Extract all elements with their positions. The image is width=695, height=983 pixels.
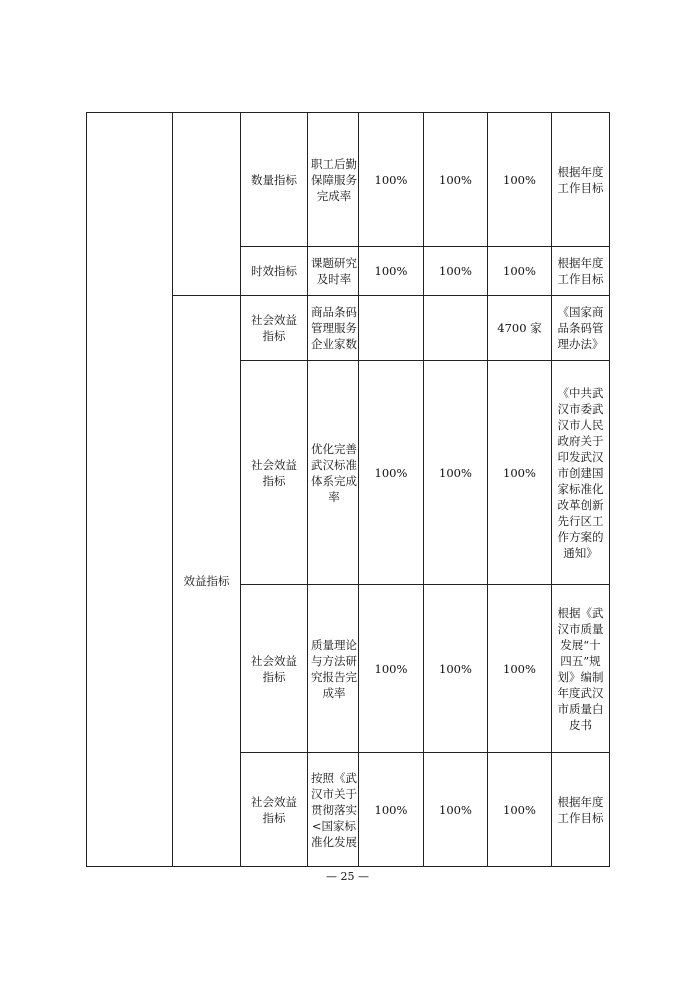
value-cell: 100%: [359, 361, 424, 585]
basis-cell: 根据《武汉市质量发展“十四五”规划》编制年度武汉市质量白皮书: [552, 585, 610, 753]
indicator-name: 商品条码管理服务企业家数: [308, 296, 359, 361]
indicator-name: 按照《武汉市关于贯彻落实<国家标准化发展: [308, 753, 359, 867]
value-cell: 4700 家: [488, 296, 552, 361]
value-cell: 100%: [359, 753, 424, 867]
empty-level1-cell: [87, 113, 173, 867]
indicator-name: 质量理论与方法研究报告完成率: [308, 585, 359, 753]
value-cell: 100%: [359, 247, 424, 296]
basis-cell: 根据年度工作目标: [552, 113, 610, 247]
indicator-name: 优化完善武汉标准体系完成率: [308, 361, 359, 585]
value-cell: [359, 296, 424, 361]
page-number: — 25 —: [326, 870, 369, 883]
value-cell: 100%: [488, 753, 552, 867]
indicator-type: 社会效益指标: [241, 753, 308, 867]
basis-cell: 《国家商品条码管理办法》: [552, 296, 610, 361]
value-cell: [424, 296, 488, 361]
indicator-type: 社会效益指标: [241, 585, 308, 753]
indicator-table: [86, 112, 610, 867]
value-cell: 100%: [424, 753, 488, 867]
value-cell: 100%: [488, 247, 552, 296]
value-cell: 100%: [488, 113, 552, 247]
indicator-type: 时效指标: [241, 247, 308, 296]
indicator-type: 社会效益指标: [241, 361, 308, 585]
basis-cell: 根据年度工作目标: [552, 247, 610, 296]
value-cell: 100%: [424, 361, 488, 585]
indicator-name: 职工后勤保障服务完成率: [308, 113, 359, 247]
value-cell: 100%: [424, 113, 488, 247]
value-cell: 100%: [488, 361, 552, 585]
value-cell: 100%: [359, 585, 424, 753]
table-row: [87, 113, 610, 247]
value-cell: 100%: [488, 585, 552, 753]
empty-level2-cell: [173, 113, 241, 296]
indicator-type: 社会效益指标: [241, 296, 308, 361]
value-cell: 100%: [424, 247, 488, 296]
basis-cell: 《中共武汉市委武汉市人民政府关于印发武汉市创建国家标准化改革创新先行区工作方案的通知》: [552, 361, 610, 585]
value-cell: 100%: [359, 113, 424, 247]
indicator-type: 数量指标: [241, 113, 308, 247]
basis-cell: 根据年度工作目标: [552, 753, 610, 867]
value-cell: 100%: [424, 585, 488, 753]
indicator-name: 课题研究及时率: [308, 247, 359, 296]
primary-category: 效益指标: [173, 296, 241, 867]
